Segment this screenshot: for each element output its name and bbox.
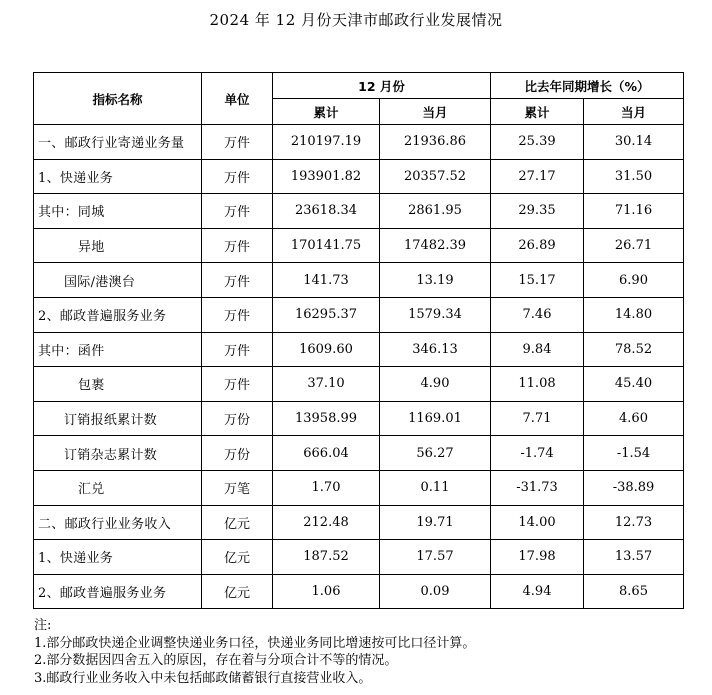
row-cumulative-cell: 141.73 xyxy=(273,263,380,298)
row-cumulative-cell: 666.04 xyxy=(273,436,380,471)
row-name-cell: 其中：同城 xyxy=(34,194,202,229)
row-growth-cumulative-cell: 15.17 xyxy=(491,263,584,298)
row-growth-current-month-cell: 6.90 xyxy=(584,263,684,298)
row-current-month-cell: 346.13 xyxy=(380,332,491,367)
table-row xyxy=(34,159,684,194)
table-row xyxy=(34,228,684,263)
row-name-cell: 汇兑 xyxy=(34,470,202,505)
row-growth-current-month-cell: 12.73 xyxy=(584,505,684,540)
row-growth-current-month-cell: 14.80 xyxy=(584,297,684,332)
row-cumulative-cell: 193901.82 xyxy=(273,159,380,194)
row-current-month-cell: 17.57 xyxy=(380,540,491,575)
row-name-cell: 订销报纸累计数 xyxy=(34,401,202,436)
row-name-cell: 包裹 xyxy=(34,367,202,402)
row-growth-current-month-cell: 71.16 xyxy=(584,194,684,229)
row-growth-cumulative-cell: 9.84 xyxy=(491,332,584,367)
row-unit-cell: 万份 xyxy=(202,401,273,436)
row-name-cell: 二、邮政行业业务收入 xyxy=(34,505,202,540)
table-row xyxy=(34,401,684,436)
header-cumulative: 累计 xyxy=(273,99,380,125)
row-growth-cumulative-cell: 17.98 xyxy=(491,540,584,575)
row-unit-cell: 万份 xyxy=(202,436,273,471)
row-current-month-cell: 2861.95 xyxy=(380,194,491,229)
row-cumulative-cell: 1.06 xyxy=(273,574,380,609)
row-growth-cumulative-cell: 27.17 xyxy=(491,159,584,194)
row-unit-cell: 亿元 xyxy=(202,505,273,540)
row-growth-cumulative-cell: 29.35 xyxy=(491,194,584,229)
row-cumulative-cell: 187.52 xyxy=(273,540,380,575)
footnote-line: 2.部分数据因四舍五入的原因，存在着与分项合计不等的情况。 xyxy=(34,653,398,668)
row-unit-cell: 万件 xyxy=(202,159,273,194)
row-current-month-cell: 13.19 xyxy=(380,263,491,298)
row-cumulative-cell: 13958.99 xyxy=(273,401,380,436)
row-growth-current-month-cell: 13.57 xyxy=(584,540,684,575)
row-unit-cell: 万件 xyxy=(202,263,273,298)
table-row xyxy=(34,125,684,160)
row-current-month-cell: 56.27 xyxy=(380,436,491,471)
row-name-cell: 订销杂志累计数 xyxy=(34,436,202,471)
table-row xyxy=(34,297,684,332)
row-current-month-cell: 21936.86 xyxy=(380,125,491,160)
row-unit-cell: 万件 xyxy=(202,125,273,160)
statistics-table xyxy=(33,72,684,609)
row-growth-cumulative-cell: -1.74 xyxy=(491,436,584,471)
footnote-line: 3.邮政行业业务收入中未包括邮政储蓄银行直接营业收入。 xyxy=(34,670,372,686)
row-growth-current-month-cell: 26.71 xyxy=(584,228,684,263)
row-growth-current-month-cell: 4.60 xyxy=(584,401,684,436)
row-cumulative-cell: 1609.60 xyxy=(273,332,380,367)
row-unit-cell: 万笔 xyxy=(202,470,273,505)
header-december: 12 月份 xyxy=(273,73,491,99)
page-title: 2024 年 12 月份天津市邮政行业发展情况 xyxy=(209,11,503,29)
row-current-month-cell: 19.71 xyxy=(380,505,491,540)
table-row xyxy=(34,332,684,367)
row-name-cell: 其中：函件 xyxy=(34,332,202,367)
header-current-month: 当月 xyxy=(380,99,491,125)
row-unit-cell: 万件 xyxy=(202,228,273,263)
row-unit-cell: 万件 xyxy=(202,332,273,367)
row-growth-current-month-cell: 8.65 xyxy=(584,574,684,609)
row-current-month-cell: 0.11 xyxy=(380,470,491,505)
row-growth-current-month-cell: 30.14 xyxy=(584,125,684,160)
row-name-cell: 2、邮政普遍服务业务 xyxy=(34,574,202,609)
row-current-month-cell: 1579.34 xyxy=(380,297,491,332)
row-growth-cumulative-cell: 11.08 xyxy=(491,367,584,402)
row-current-month-cell: 20357.52 xyxy=(380,159,491,194)
header-yoy-growth: 比去年同期增长（%） xyxy=(491,73,684,99)
row-unit-cell: 万件 xyxy=(202,194,273,229)
footnotes xyxy=(34,617,475,687)
footnote-heading: 注: xyxy=(34,618,52,633)
header-indicator-name: 指标名称 xyxy=(34,73,202,125)
row-name-cell: 1、快递业务 xyxy=(34,540,202,575)
row-current-month-cell: 0.09 xyxy=(380,574,491,609)
row-cumulative-cell: 170141.75 xyxy=(273,228,380,263)
row-name-cell: 国际/港澳台 xyxy=(34,263,202,298)
row-unit-cell: 万件 xyxy=(202,367,273,402)
row-growth-cumulative-cell: 4.94 xyxy=(491,574,584,609)
row-growth-current-month-cell: 78.52 xyxy=(584,332,684,367)
table-row xyxy=(34,505,684,540)
row-name-cell: 2、邮政普遍服务业务 xyxy=(34,297,202,332)
row-name-cell: 1、快递业务 xyxy=(34,159,202,194)
row-current-month-cell: 17482.39 xyxy=(380,228,491,263)
row-cumulative-cell: 210197.19 xyxy=(273,125,380,160)
row-cumulative-cell: 1.70 xyxy=(273,470,380,505)
row-cumulative-cell: 23618.34 xyxy=(273,194,380,229)
row-cumulative-cell: 212.48 xyxy=(273,505,380,540)
row-growth-cumulative-cell: 7.46 xyxy=(491,297,584,332)
row-unit-cell: 亿元 xyxy=(202,540,273,575)
table-row xyxy=(34,436,684,471)
footnote-line: 1.部分邮政快递企业调整快递业务口径，快递业务同比增速按可比口径计算。 xyxy=(34,635,476,651)
row-growth-cumulative-cell: -31.73 xyxy=(491,470,584,505)
row-unit-cell: 亿元 xyxy=(202,574,273,609)
row-growth-current-month-cell: 45.40 xyxy=(584,367,684,402)
row-name-cell: 一、邮政行业寄递业务量 xyxy=(34,125,202,160)
row-growth-cumulative-cell: 25.39 xyxy=(491,125,584,160)
row-growth-current-month-cell: -1.54 xyxy=(584,436,684,471)
row-growth-cumulative-cell: 14.00 xyxy=(491,505,584,540)
row-unit-cell: 万件 xyxy=(202,297,273,332)
row-current-month-cell: 4.90 xyxy=(380,367,491,402)
table-row xyxy=(34,367,684,402)
row-cumulative-cell: 37.10 xyxy=(273,367,380,402)
row-growth-cumulative-cell: 26.89 xyxy=(491,228,584,263)
table-row xyxy=(34,574,684,609)
row-name-cell: 异地 xyxy=(34,228,202,263)
row-growth-current-month-cell: 31.50 xyxy=(584,159,684,194)
table-body xyxy=(34,125,684,609)
row-cumulative-cell: 16295.37 xyxy=(273,297,380,332)
row-growth-cumulative-cell: 7.71 xyxy=(491,401,584,436)
table-row xyxy=(34,194,684,229)
header-growth-cumulative: 累计 xyxy=(491,99,584,125)
header-growth-current-month: 当月 xyxy=(584,99,684,125)
header-unit: 单位 xyxy=(202,73,273,125)
table-row xyxy=(34,540,684,575)
table-row xyxy=(34,470,684,505)
table-row xyxy=(34,263,684,298)
row-current-month-cell: 1169.01 xyxy=(380,401,491,436)
row-growth-current-month-cell: -38.89 xyxy=(584,470,684,505)
